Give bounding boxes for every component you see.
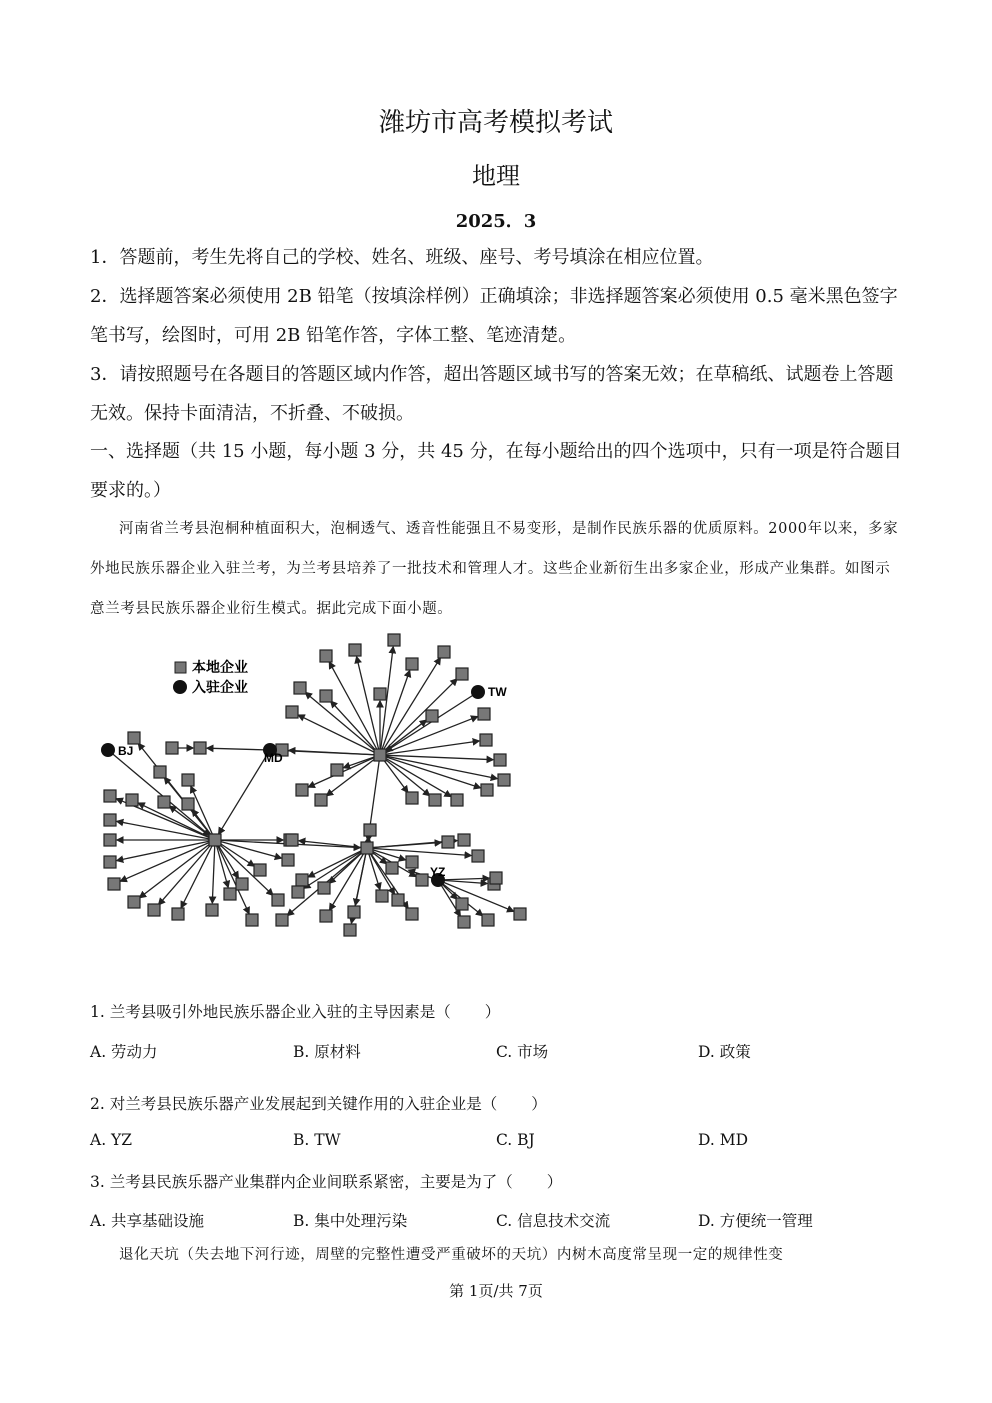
note-3: 3．请按照题号在各题目的答题区域内作答，超出答题区域书写的答案无效；在草稿纸、试题卷上答题无效。保持卡面清洁，不折叠、不破损。 bbox=[90, 364, 894, 424]
derivation-arrow bbox=[438, 878, 489, 880]
local-enterprise-node bbox=[292, 886, 304, 898]
local-enterprise-node bbox=[276, 914, 288, 926]
passage-lankao: 河南省兰考县泡桐种植面积大，泡桐透气、透音性能强且不易变形，是制作民族乐器的优质原料。2000年以来，多家外地民族乐器企业入驻兰考，为兰考县培养了一批技术和管理人才。这些企业新衍生出多家企业，形成产业集群。如图示意兰考县民族乐器企业衍生模式。据此完成下面小题。 bbox=[90, 521, 899, 617]
question-2 bbox=[90, 1092, 905, 1114]
q3-option-c[interactable]: C. 信息技术交流 bbox=[496, 1212, 611, 1230]
q2-option-d[interactable]: D. MD bbox=[698, 1131, 749, 1149]
legend-local-icon bbox=[175, 662, 186, 673]
legend-resident-icon bbox=[173, 680, 187, 694]
local-enterprise-node bbox=[104, 814, 116, 826]
question-3-close: ） bbox=[546, 1173, 563, 1191]
local-enterprise-node bbox=[456, 668, 468, 680]
local-enterprise-node bbox=[406, 658, 418, 670]
local-enterprise-node bbox=[206, 904, 218, 916]
derivation-arrow bbox=[438, 880, 514, 911]
q3-option-b[interactable]: B. 集中处理污染 bbox=[293, 1212, 408, 1230]
local-enterprise-node bbox=[154, 766, 166, 778]
local-enterprise-node bbox=[472, 850, 484, 862]
note-1: 1．答题前，考生先将自己的学校、姓名、班级、座号、考号填涂在相应位置。 bbox=[90, 247, 714, 268]
question-3 bbox=[90, 1170, 905, 1192]
question-1 bbox=[90, 1000, 905, 1022]
diagram-legend bbox=[173, 659, 248, 695]
local-enterprise-node bbox=[456, 898, 468, 910]
resident-node-tw bbox=[471, 685, 485, 699]
local-enterprise-node bbox=[286, 834, 298, 846]
legend-local-label: 本地企业 bbox=[192, 659, 248, 675]
local-enterprise-node bbox=[194, 742, 206, 754]
local-enterprise-node bbox=[376, 890, 388, 902]
legend-resident-label: 入驻企业 bbox=[192, 679, 248, 695]
note-2: 2．选择题答案必须使用 2B 铅笔（按填涂样例）正确填涂；非选择题答案必须使用 0.5 毫米黑色签字笔书写，绘图时，可用 2B 铅笔作答，字体工整、笔迹清楚。 bbox=[90, 286, 898, 346]
local-enterprise-node bbox=[286, 706, 298, 718]
local-enterprise-node bbox=[392, 894, 404, 906]
q1-option-c[interactable]: C. 市场 bbox=[496, 1043, 549, 1061]
local-enterprise-node bbox=[172, 908, 184, 920]
label-tw: TW bbox=[488, 685, 507, 699]
derivation-arrow bbox=[380, 647, 393, 755]
local-enterprise-node bbox=[438, 646, 450, 658]
local-enterprise-node bbox=[296, 784, 308, 796]
hub-enterprise-node bbox=[361, 842, 373, 854]
local-enterprise-node bbox=[315, 794, 327, 806]
question-1-close: ） bbox=[484, 1003, 501, 1021]
local-enterprise-node bbox=[482, 914, 494, 926]
local-enterprise-node bbox=[254, 864, 266, 876]
local-enterprise-node bbox=[498, 774, 510, 786]
local-enterprise-node bbox=[246, 914, 258, 926]
q1-option-b[interactable]: B. 原材料 bbox=[293, 1043, 361, 1061]
local-enterprise-node bbox=[386, 862, 398, 874]
local-enterprise-node bbox=[406, 856, 418, 868]
derivation-arrow bbox=[380, 755, 480, 788]
local-enterprise-node bbox=[294, 682, 306, 694]
local-enterprise-node bbox=[374, 688, 386, 700]
label-bj: BJ bbox=[118, 744, 134, 758]
local-enterprise-node bbox=[104, 856, 116, 868]
local-enterprise-node bbox=[296, 874, 308, 886]
local-enterprise-node bbox=[320, 690, 332, 702]
local-enterprise-node bbox=[406, 908, 418, 920]
hub-enterprise-node bbox=[209, 834, 221, 846]
local-enterprise-node bbox=[388, 634, 400, 646]
local-enterprise-node bbox=[348, 906, 360, 918]
local-enterprise-node bbox=[490, 872, 502, 884]
local-enterprise-node bbox=[148, 904, 160, 916]
local-enterprise-node bbox=[458, 834, 470, 846]
derivation-arrow bbox=[219, 750, 270, 834]
label-yz: YZ bbox=[430, 865, 446, 879]
q1-option-d[interactable]: D. 政策 bbox=[698, 1043, 751, 1061]
local-enterprise-node bbox=[406, 792, 418, 804]
local-enterprise-node bbox=[272, 894, 284, 906]
local-enterprise-node bbox=[429, 794, 441, 806]
local-enterprise-node bbox=[364, 824, 376, 836]
local-enterprise-node bbox=[331, 764, 343, 776]
derivation-arrow bbox=[380, 755, 451, 796]
section-heading: 一、选择题（共 15 小题，每小题 3 分，共 45 分，在每小题给出的四个选项中，只有一项是符合题目要求的。） bbox=[90, 441, 902, 501]
local-enterprise-node bbox=[344, 924, 356, 936]
diagram-edges bbox=[108, 647, 514, 923]
local-enterprise-node bbox=[514, 908, 526, 920]
q2-option-a[interactable]: A. YZ bbox=[90, 1131, 133, 1149]
question-2-close: ） bbox=[531, 1095, 547, 1113]
local-enterprise-node bbox=[126, 794, 138, 806]
local-enterprise-node bbox=[494, 754, 506, 766]
local-enterprise-node bbox=[182, 774, 194, 786]
local-enterprise-node bbox=[478, 708, 490, 720]
question-1-stem: 1. 兰考县吸引外地民族乐器企业入驻的主导因素是（ bbox=[90, 1003, 451, 1021]
derivation-arrow bbox=[304, 848, 367, 888]
local-enterprise-node bbox=[128, 896, 140, 908]
subject-title: 地理 bbox=[472, 162, 520, 190]
derivation-arrow bbox=[120, 840, 215, 881]
derivation-arrow bbox=[140, 840, 215, 898]
derivation-arrow bbox=[212, 840, 215, 903]
local-enterprise-node bbox=[416, 874, 428, 886]
local-enterprise-node bbox=[320, 910, 332, 922]
derivation-arrow bbox=[207, 748, 270, 750]
enterprise-derivation-diagram bbox=[92, 630, 532, 980]
hub-enterprise-node bbox=[374, 749, 386, 761]
q1-option-a[interactable]: A. 劳动力 bbox=[90, 1043, 158, 1061]
resident-node-bj bbox=[101, 743, 115, 757]
derivation-arrow bbox=[367, 848, 471, 855]
derivation-arrow bbox=[117, 821, 215, 840]
exam-date: 2025．3 bbox=[455, 211, 537, 232]
local-enterprise-node bbox=[426, 710, 438, 722]
local-enterprise-node bbox=[182, 798, 194, 810]
local-enterprise-node bbox=[318, 882, 330, 894]
q3-option-a[interactable]: A. 共享基础设施 bbox=[90, 1212, 205, 1230]
local-enterprise-node bbox=[481, 784, 493, 796]
derivation-arrow bbox=[380, 658, 440, 755]
local-enterprise-node bbox=[166, 742, 178, 754]
local-enterprise-node bbox=[128, 732, 140, 744]
derivation-arrow bbox=[380, 679, 457, 755]
local-enterprise-node bbox=[108, 878, 120, 890]
question-3-stem: 3. 兰考县民族乐器产业集群内企业间联系紧密，主要是为了（ bbox=[90, 1173, 513, 1191]
local-enterprise-node bbox=[480, 734, 492, 746]
exam-title: 潍坊市高考模拟考试 bbox=[378, 108, 613, 138]
local-enterprise-node bbox=[320, 650, 332, 662]
question-2-stem: 2. 对兰考县民族乐器产业发展起到关键作用的入驻企业是（ bbox=[90, 1095, 498, 1113]
label-md: MD bbox=[264, 751, 283, 765]
q2-option-b[interactable]: B. TW bbox=[293, 1131, 341, 1149]
q2-option-c[interactable]: C. BJ bbox=[496, 1131, 535, 1149]
local-enterprise-node bbox=[282, 854, 294, 866]
local-enterprise-node bbox=[236, 878, 248, 890]
local-enterprise-node bbox=[224, 888, 236, 900]
local-enterprise-node bbox=[451, 794, 463, 806]
q3-option-d[interactable]: D. 方便统一管理 bbox=[698, 1212, 813, 1230]
local-enterprise-node bbox=[349, 644, 361, 656]
local-enterprise-node bbox=[458, 916, 470, 928]
derivation-arrow bbox=[277, 750, 380, 755]
local-enterprise-node bbox=[442, 836, 454, 848]
local-enterprise-node bbox=[158, 796, 170, 808]
page-footer: 第 1页/共 7页 bbox=[449, 1282, 543, 1300]
local-enterprise-node bbox=[104, 790, 116, 802]
passage-tiankeng: 退化天坑（失去地下河行迹，周壁的完整性遭受严重破坏的天坑）内树木高度常呈现一定的规律性变 bbox=[119, 1247, 784, 1263]
derivation-arrow bbox=[357, 657, 380, 755]
derivation-arrow bbox=[380, 755, 430, 796]
local-enterprise-node bbox=[104, 834, 116, 846]
derivation-arrow bbox=[380, 671, 410, 755]
